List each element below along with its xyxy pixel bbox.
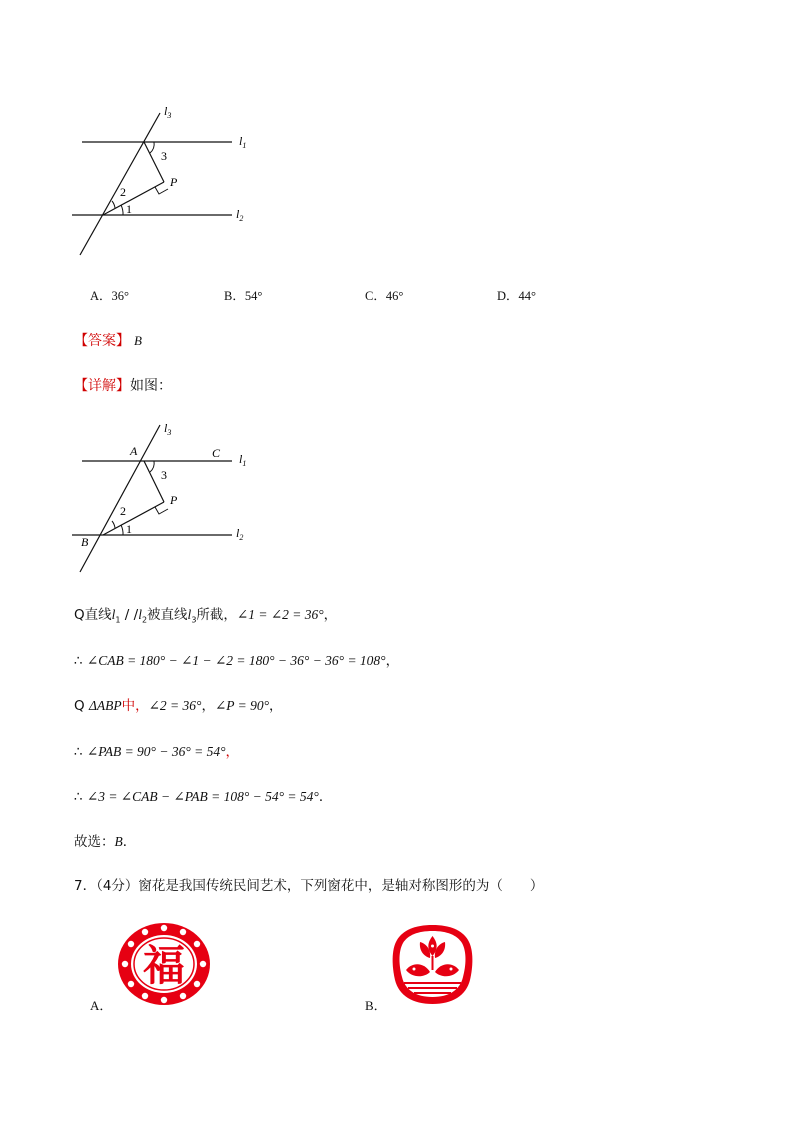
angle-arc-3 xyxy=(150,142,154,153)
right-angle-mark xyxy=(155,507,168,514)
detail-tag: 【详解】 xyxy=(74,378,130,394)
label-P: P xyxy=(170,175,178,189)
label-angle-3: 3 xyxy=(161,468,167,482)
label-l1: $l_1$ xyxy=(239,452,247,468)
solution-line-1: Q直线$l_1 / /l_2$被直线$l_3$所截，∠1 = ∠2 = 36°， xyxy=(74,607,338,625)
label-l1: $l_1$ xyxy=(239,134,247,150)
angle-arc-1 xyxy=(121,205,123,215)
label-C: C xyxy=(212,446,221,460)
line-l3 xyxy=(80,425,160,572)
segment-BP xyxy=(103,502,164,535)
solution-line-5: ∴ ∠3 = ∠CAB − ∠PAB = 108° − 54° = 54°． xyxy=(74,789,333,805)
label-angle-3: 3 xyxy=(161,149,167,163)
detail-line xyxy=(74,375,172,395)
angle-arc-3 xyxy=(150,461,154,472)
angle-arc-2 xyxy=(112,521,115,528)
label-P: P xyxy=(170,493,178,507)
label-angle-2: 2 xyxy=(120,504,126,518)
detail-text: 如图： xyxy=(130,378,172,394)
angle-arc-1 xyxy=(121,525,123,535)
angle-arc-2 xyxy=(112,201,115,208)
answer-value: B xyxy=(134,333,142,348)
line-l3 xyxy=(80,113,160,255)
option-c: C．46° xyxy=(365,289,404,303)
option-b: B．54° xyxy=(224,289,263,303)
label-l2: $l_2$ xyxy=(236,207,244,223)
label-l2: $l_2$ xyxy=(236,526,244,542)
option-d: D．44° xyxy=(497,289,537,303)
solution-line-2: ∴ ∠CAB = 180° − ∠1 − ∠2 = 180° − 36° − 36° = 108°， xyxy=(74,653,400,669)
label-angle-1: 1 xyxy=(126,522,132,536)
answer-tag: 【答案】 xyxy=(74,333,130,349)
right-angle-mark xyxy=(155,187,168,194)
label-angle-1: 1 xyxy=(126,202,132,216)
figure-2-labeled xyxy=(60,415,280,585)
label-l3: $l_3$ xyxy=(164,104,172,120)
label-B: B xyxy=(81,535,89,549)
q7-option-b: B． xyxy=(365,998,387,1013)
papercut-fu-image xyxy=(117,922,211,1006)
question-7: 7．（4分）窗花是我国传统民间艺术，下列窗花中，是轴对称图形的为（ ） xyxy=(74,878,544,894)
papercut-lotus-fish-image xyxy=(390,922,475,1007)
solution-line-4: ∴ ∠PAB = 90° − 36° = 54°， xyxy=(74,744,239,760)
solution-line-6: 故选：B． xyxy=(74,834,137,850)
figure-1-parallel-lines xyxy=(60,95,280,265)
label-angle-2: 2 xyxy=(120,185,126,199)
solution-line-3: Q ΔABP中，∠2 = 36°，∠P = 90°， xyxy=(74,698,283,714)
label-l3: $l_3$ xyxy=(164,421,172,437)
answer-line xyxy=(74,330,142,350)
q7-option-a: A． xyxy=(90,998,113,1013)
label-A: A xyxy=(130,444,138,458)
fu-character: 福 xyxy=(142,944,186,990)
option-a: A．36° xyxy=(90,289,130,303)
